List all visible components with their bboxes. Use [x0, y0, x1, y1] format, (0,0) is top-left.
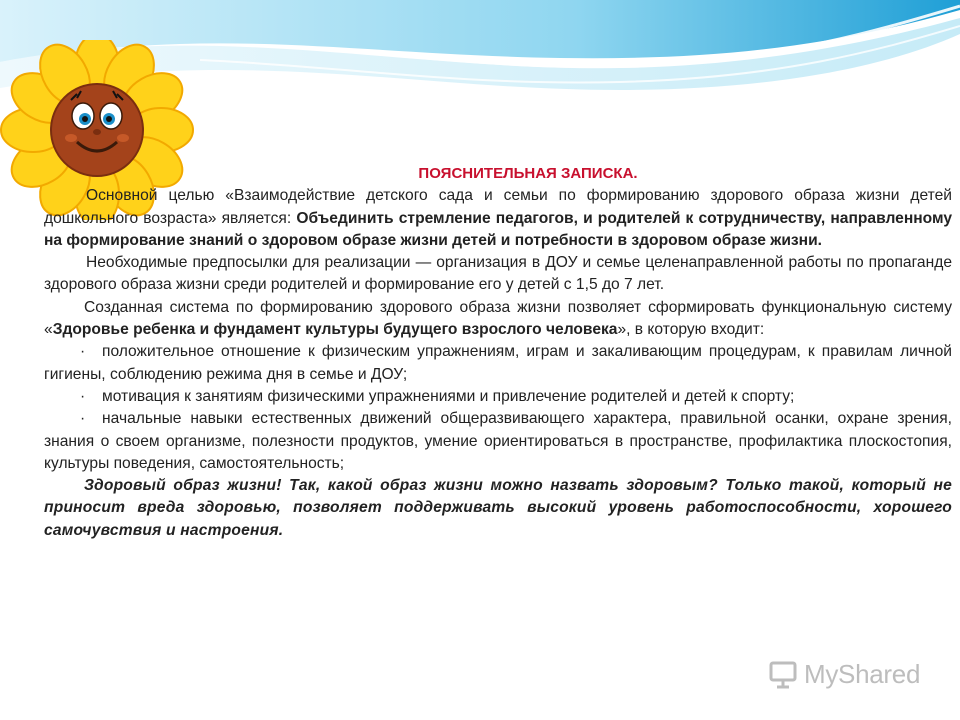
list-item — [44, 341, 952, 386]
list-item — [44, 408, 952, 475]
presentation-board-icon — [768, 659, 798, 689]
system-lead: Созданная система по формированию здорового образа жизни позволяет сформировать функциональную систему « — [44, 298, 952, 339]
explanatory-note — [44, 163, 952, 542]
watermark-text: MyShared — [804, 658, 921, 689]
bullet-icon: · — [80, 343, 86, 361]
watermark — [768, 657, 938, 691]
bullet-text: начальные навыки естественных движений общеразвивающего характера, правильной осанки, охране зрения, знания о своем организме, полезности продуктов, умение ориентироваться в пространстве, профилактика плоскостопия, культуры поведения, самостоятельность; — [44, 410, 952, 472]
goal-lead: Основной целью «Взаимодействие детского сада и семьи по формированию здорового образа жизни детей дошкольного возраста» является: — [44, 187, 952, 227]
conclusion-paragraph: Здоровый образ жизни! Так, какой образ жизни можно назвать здоровым? Только такой, который не приносит вреда здоровью, позволяет поддерживать высокий уровень работоспособности, хорошего самочувствия и настроения. — [44, 477, 952, 539]
list-item — [44, 386, 952, 408]
goal-paragraph — [44, 185, 952, 252]
system-bold: Здоровье ребенка и фундамент культуры будущего взрослого человека — [52, 321, 618, 339]
bullet-text: положительное отношение к физическим упражнениям, играм и закаливающим процедурам, к правилам личной гигиены, соблюдению режима дня в семье и ДОУ; — [44, 343, 952, 383]
bullet-icon: · — [80, 410, 86, 428]
system-tail: », в которую входит: — [617, 321, 765, 339]
system-paragraph — [44, 297, 952, 342]
prerequisites-paragraph: Необходимые предпосылки для реализации — организация в ДОУ и семье целенаправленной работы по пропаганде здорового образа жизни среди родителей и формирование его у детей с 1,5 до 7 лет. — [44, 254, 952, 294]
goal-bold: Объединить стремление педагогов, и родителей к сотрудничеству, направленному на формирование знаний о здоровом образе жизни детей и потребности в здоровом образе жизни. — [44, 209, 953, 249]
bullet-text: мотивация к занятиям физическими упражнениями и привлечение родителей и детей к спорту; — [102, 387, 795, 405]
bullet-icon: · — [80, 387, 86, 405]
page-title: ПОЯСНИТЕЛЬНАЯ ЗАПИСКА. — [418, 165, 638, 182]
